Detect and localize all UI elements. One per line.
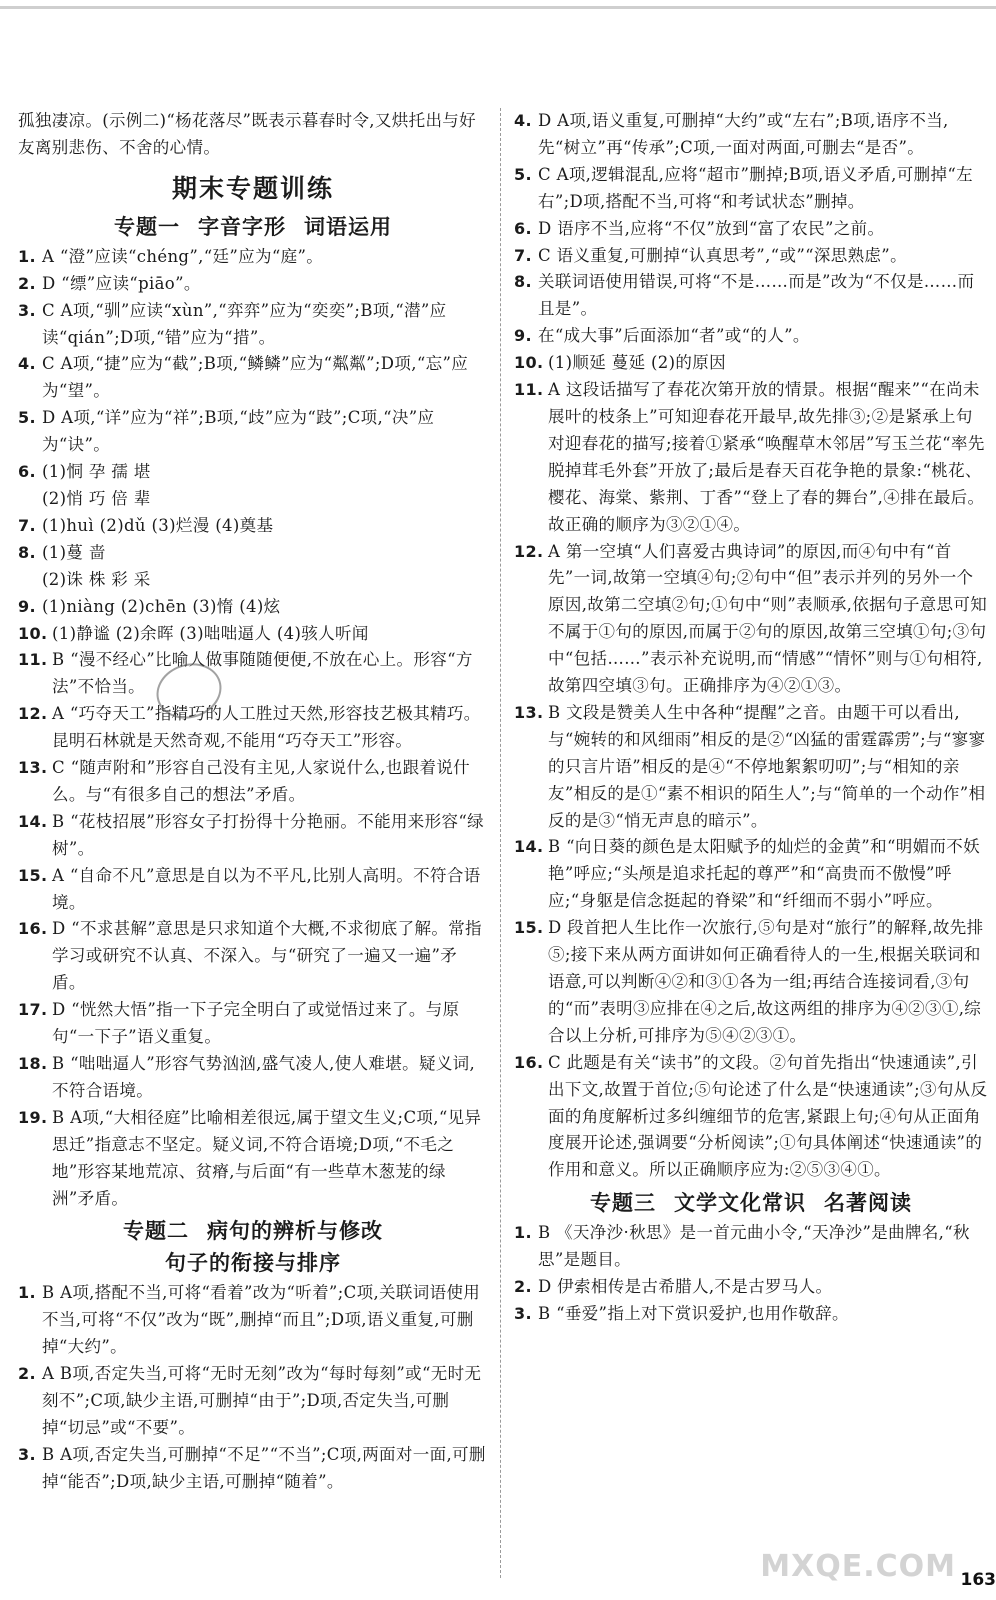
answer-item [18, 1051, 488, 1105]
answer-text: D 语序不当,应将“不仅”放到“富了农民”之前。 [538, 218, 885, 238]
answer-item [18, 513, 488, 540]
answer-text: B 《天净沙·秋思》是一首元曲小令,“天净沙”是曲牌名,“秋思”是题目。 [538, 1223, 970, 1270]
answer-number: 4. [18, 354, 36, 374]
answer-number [18, 567, 42, 594]
answer-number: 4. [514, 111, 532, 130]
answer-number: 11. [514, 380, 544, 400]
topic-two-label: 专题二 [123, 1219, 189, 1244]
answer-number: 10. [18, 623, 48, 643]
topic-two-subheading: 句子的衔接与排序 [165, 1251, 341, 1276]
answer-text: D “不求甚解”意思是只求知道个大概,不求彻底了解。常指学习或研究不认真、不深入。与“研究了一遍又一遍”矛盾。 [52, 919, 482, 993]
answer-text: D 伊索相传是古希腊人,不是古罗马人。 [538, 1277, 833, 1297]
answer-text: A 这段话描写了春花次第开放的情景。根据“醒来”“在尚未展叶的枝条上”可知迎春花开最早,故先排③;②是紧承上句对迎春花的描写;接着①紧承“唤醒草木邻居”写玉兰花“率先脱掉茸毛外套”开放了;最后是春天百花争艳的景象:“桃花、樱花、海棠、紫荆、丁香”“登上了春的舞台”,④排在最后。故正确的顺序为③②①④。 [548, 380, 985, 534]
topic-one-part1: 字音字形 [198, 214, 286, 239]
answer-number: 1. [18, 1283, 36, 1303]
topic-one-part2: 词语运用 [304, 214, 392, 239]
answer-item [18, 621, 488, 648]
answer-number: 3. [514, 1303, 532, 1323]
answer-number: 12. [514, 541, 544, 561]
answer-number: 13. [514, 702, 544, 722]
answer-number: 14. [18, 811, 48, 831]
answer-number: 2. [18, 273, 36, 293]
answer-text: B “向日葵的颜色是太阳赋予的灿烂的金黄”和“明媚而不妖艳”呼应;“头颅是追求托起的尊严”和“高贵而不傲慢”呼应;“身躯是信念挺起的脊梁”和“纤细而不弱小”呼应。 [548, 837, 980, 911]
topic-two-answers-right [514, 108, 988, 1184]
answer-item [18, 997, 488, 1051]
answer-text: A B项,否定失当,可将“无时无刻”改为“每时每刻”或“无时无刻不”;C项,缺少主语,可删掉“由于”;D项,否定失当,可删掉“切忌”或“不要”。 [42, 1364, 482, 1437]
answer-number: 17. [18, 1000, 48, 1020]
answer-text: D “恍然大悟”指一下子完全明白了或觉悟过来了。与原句“一下子”语义重复。 [52, 1000, 460, 1047]
answer-number: 10. [514, 353, 544, 373]
answer-text: (1)huì (2)dǔ (3)烂漫 (4)奠基 [42, 515, 274, 535]
answer-item [18, 271, 488, 298]
answer-item [18, 540, 488, 567]
answer-item [18, 1105, 488, 1213]
left-column [18, 108, 488, 1496]
answer-item [514, 350, 988, 377]
answer-text: 关联词语使用错误,可将“不是……而是”改为“不仅是……而且是”。 [538, 272, 975, 319]
answer-text: 在“成大事”后面添加“者”或“的人”。 [538, 326, 810, 346]
topic-three-label: 专题三 [590, 1191, 656, 1216]
answer-item [514, 539, 988, 700]
topic-three-answers [514, 1220, 988, 1328]
answer-item [18, 594, 488, 621]
answer-item [18, 459, 488, 486]
answer-text: D “缥”应读“piāo”。 [42, 273, 201, 293]
answer-number: 7. [514, 245, 532, 265]
answer-item [514, 323, 988, 350]
answer-text: A 第一空填“人们喜爱古典诗词”的原因,而④句中有“首先”一词,故第一空填④句;②句中“但”表示并列的另外一个原因,故第二空填②句;①句中“则”表顺承,依据句子意思可知不属于①句的原因,而属于②句的原因,故第三空填①句;③句中“包括……”表示补充说明,而“情感”“情怀”则与①句相符,故第四空填③句。正确排序为④②①③。 [548, 541, 988, 696]
answer-text: D A项,“详”应为“祥”;B项,“歧”应为“跂”;C项,“决”应为“诀”。 [42, 408, 435, 455]
answer-number: 14. [514, 837, 544, 857]
answer-text: A “自命不凡”意思是自以为不平凡,比别人高明。不符合语境。 [52, 865, 481, 912]
topic-two-answers-left [18, 1280, 488, 1495]
answer-item [514, 1274, 988, 1301]
right-column [514, 108, 988, 1328]
answer-item [18, 755, 488, 809]
answer-number: 2. [18, 1364, 36, 1384]
answer-text: D A项,语义重复,可删掉“大约”或“左右”;B项,语序不当,先“树立”再“传承”;C项,一面对两面,可删去“是否”。 [538, 111, 949, 157]
answer-number: 13. [18, 758, 48, 778]
topic-one-label: 专题一 [114, 214, 180, 239]
intro-paragraph: 孤独凄凉。(示例二)“杨花落尽”既表示暮春时令,又烘托出与好友离别悲伤、不舍的心情。 [18, 111, 476, 157]
answer-number: 6. [18, 462, 36, 482]
answer-item [18, 701, 488, 755]
answer-text: B “花枝招展”形容女子打扮得十分艳丽。不能用来形容“绿树”。 [52, 811, 484, 858]
topic-one-answers [18, 244, 488, 1213]
answer-text: C A项,逻辑混乱,应将“超市”删掉;B项,语义矛盾,可删掉“左右”;D项,搭配不当,可将“和考试状态”删掉。 [538, 164, 973, 211]
answer-number: 8. [514, 272, 532, 292]
answer-text: C 语义重复,可删掉“认真思考”,“或”“深思熟虑”。 [538, 245, 907, 265]
answer-item [18, 1361, 488, 1442]
page-number: 163 [960, 1570, 996, 1590]
answer-item [18, 567, 488, 594]
answer-text: (1)恫 孕 孺 堪 [42, 462, 151, 482]
answer-number: 12. [18, 704, 48, 724]
topic-two-heading [18, 1216, 488, 1246]
answer-item [18, 863, 488, 917]
answer-text: B A项,否定失当,可删掉“不足”“不当”;C项,两面对一面,可删掉“能否”;D项,缺少主语,可删掉“随着”。 [42, 1444, 486, 1491]
answer-item [514, 834, 988, 915]
answer-number: 9. [514, 326, 532, 346]
answer-number: 15. [514, 918, 544, 938]
answer-number: 3. [18, 1444, 36, 1464]
answer-number: 18. [18, 1054, 48, 1073]
answer-text: (1)蔓 啬 [42, 542, 106, 562]
answer-item [18, 351, 488, 405]
answer-text: (1)静谧 (2)余晖 (3)咄咄逼人 (4)骇人听闻 [52, 623, 369, 643]
answer-item [18, 1442, 488, 1496]
answer-text: B 文段是赞美人生中各种“提醒”之音。由题干可以看出,与“婉转的和风细雨”相反的是②“凶猛的雷霆霹雳”;与“寥寥的只言片语”相反的是④“不停地絮絮叨叨”;与“相知的亲友”相反的是①“素不相识的陌生人”;与“简单的一个动作”相反的是③“悄无声息的暗示”。 [548, 702, 986, 830]
answer-text: (1)顺延 蔓延 (2)的原因 [548, 353, 726, 373]
answer-number: 1. [18, 246, 36, 266]
answer-number: 11. [18, 650, 48, 670]
answer-item [514, 269, 988, 323]
answer-number: 3. [18, 300, 36, 320]
answer-text: C 此题是有关“读书”的文段。②句首先指出“快速通读”,引出下文,故置于首位;⑤句论述了什么是“快速通读”;③句从反面的角度解析过多纠缠细节的危害,紧跟上句;④句从正面角度展开论述,强调要“分析阅读”;①句具体阐述“快速通读”的作用和意义。所以正确顺序应为:②⑤③④①。 [548, 1052, 988, 1180]
answer-number: 5. [514, 164, 532, 184]
answer-item [514, 1301, 988, 1328]
answer-item [18, 298, 488, 352]
answer-number: 19. [18, 1107, 48, 1127]
section-title: 期末专题训练 [171, 173, 334, 203]
answer-item [514, 700, 988, 835]
answer-item [18, 809, 488, 863]
answer-text: D 段首把人生比作一次旅行,⑤句是对“旅行”的解释,故先排⑤;接下来从两方面讲如何正确看待人的一生,根据关联词和语意,可以判断④②和③①各为一组;再结合连接词看,③句的“而”表明③应排在④之后,故这两组的排序为④②③①,综合以上分析,可排序为⑤④②③①。 [548, 918, 984, 1045]
answer-item [18, 244, 488, 271]
answer-text: C A项,“驯”应读“xùn”,“弈弈”应为“奕奕”;B项,“潜”应读“qián”;D项,“错”应为“措”。 [42, 300, 447, 347]
answer-text: B “咄咄逼人”形容气势汹汹,盛气凌人,使人难堪。疑义词,不符合语境。 [52, 1054, 476, 1100]
answer-item [18, 405, 488, 459]
topic-three-part2: 名著阅读 [824, 1191, 912, 1216]
answer-number: 6. [514, 218, 532, 238]
answer-item [514, 915, 988, 1050]
topic-two-part1: 病句的辨析与修改 [207, 1219, 383, 1244]
answer-item [18, 647, 488, 701]
answer-item [514, 108, 988, 162]
answer-number: 16. [514, 1052, 544, 1072]
answer-item [514, 377, 988, 538]
topic-one-heading [18, 212, 488, 242]
answer-text: B A项,“大相径庭”比喻相差很远,属于望文生义;C项,“见异思迁”指意志不坚定。疑义词,不符合语境;D项,“不毛之地”形容某地荒凉、贫瘠,与后面“有一些草木葱茏的绿洲”矛盾。 [52, 1107, 482, 1208]
answer-number: 2. [514, 1277, 532, 1297]
answer-item [514, 1220, 988, 1274]
answer-number: 7. [18, 515, 36, 535]
answer-number: 16. [18, 919, 48, 939]
answer-item [18, 486, 488, 513]
answer-item [514, 162, 988, 216]
column-divider [500, 108, 501, 1578]
answer-text: C “随声附和”形容自己没有主见,人家说什么,也跟着说什么。与“有很多自己的想法”矛盾。 [52, 758, 471, 804]
answer-text: A “澄”应读“chéng”,“廷”应为“庭”。 [42, 246, 324, 266]
answer-number: 8. [18, 542, 36, 562]
answer-number: 9. [18, 596, 36, 616]
answer-text: C A项,“捷”应为“截”;B项,“鳞鳞”应为“粼粼”;D项,“忘”应为“望”。 [42, 354, 469, 401]
answer-item [514, 1050, 988, 1185]
answer-text: B “漫不经心”比喻人做事随随便便,不放在心上。形容“方法”不恰当。 [52, 650, 473, 697]
answer-text: (2)悄 巧 倍 辈 [42, 488, 151, 508]
topic-three-part1: 文学文化常识 [674, 1191, 806, 1216]
topic-three-heading [514, 1188, 988, 1218]
answer-item [514, 243, 988, 270]
answer-text: (2)诛 株 彩 采 [42, 569, 151, 589]
answer-number: 1. [514, 1223, 532, 1243]
answer-item [514, 216, 988, 243]
answer-text: (1)niàng (2)chēn (3)惰 (4)炫 [42, 596, 281, 616]
answer-text: B A项,搭配不当,可将“看着”改为“听着”;C项,关联词语使用不当,可将“不仅”改为“既”,删掉“而且”;D项,语义重复,可删掉“大约”。 [42, 1283, 481, 1357]
answer-item [18, 916, 488, 997]
answer-text: B “垂爱”指上对下赏识爱护,也用作敬辞。 [538, 1303, 849, 1323]
answer-item [18, 1280, 488, 1361]
answer-number: 15. [18, 865, 48, 885]
watermark: MXQE.COM [760, 1549, 956, 1584]
answer-number [18, 486, 42, 513]
answer-number: 5. [18, 408, 36, 428]
answer-text: A “巧夺天工”指精巧的人工胜过天然,形容技艺极其精巧。昆明石林就是天然奇观,不能用“巧夺天工”形容。 [52, 704, 481, 751]
top-rule [0, 6, 996, 9]
